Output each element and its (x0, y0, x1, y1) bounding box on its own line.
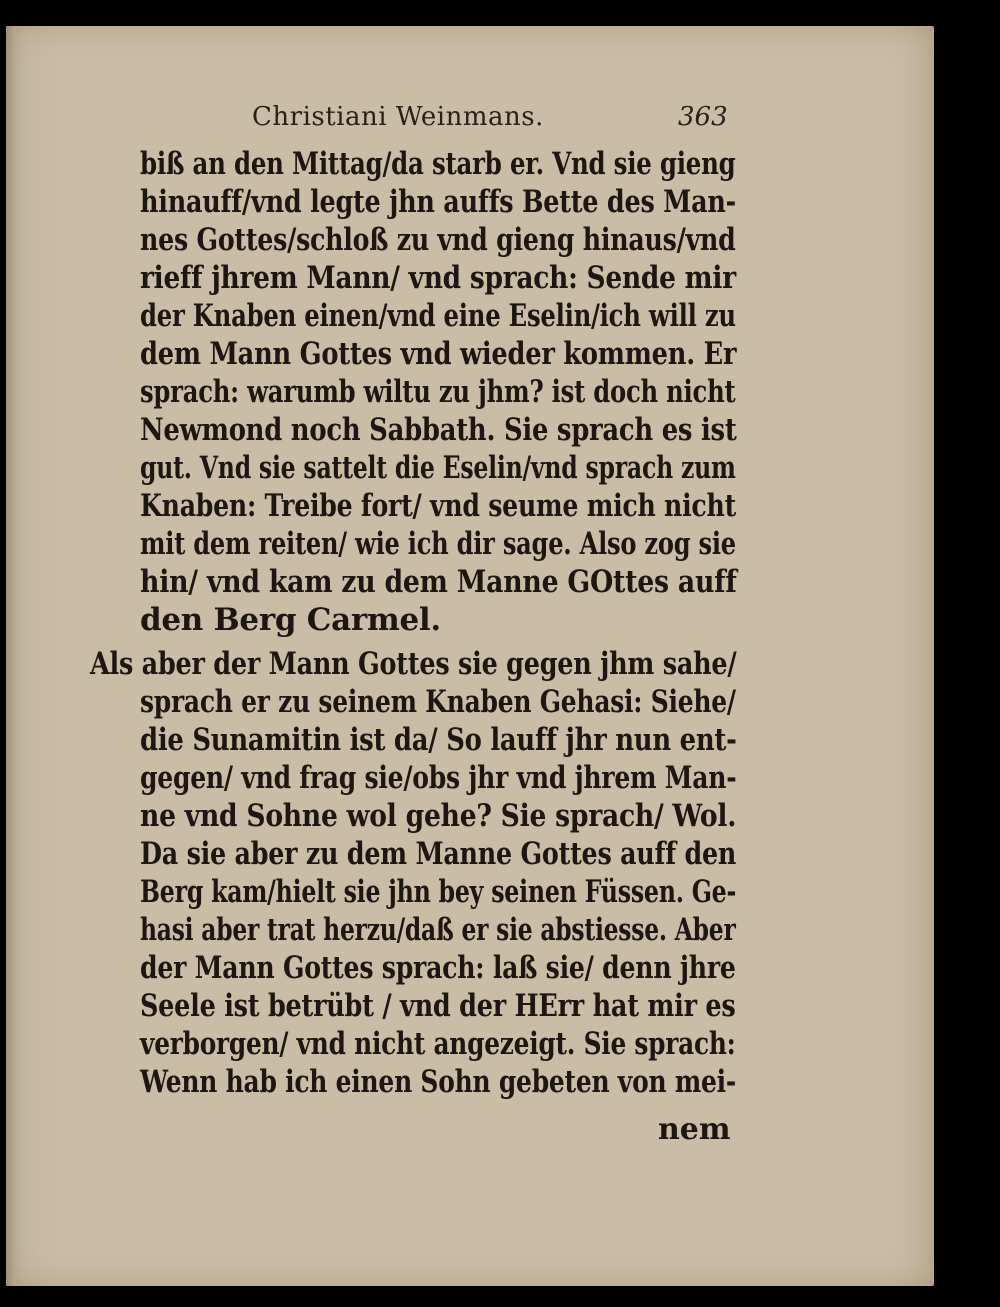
page-number: 363 (678, 102, 728, 132)
text-line: rieff jhrem Mann/ vnd sprach: Sende mir (140, 260, 736, 296)
text-line: Seele ist betrübt / vnd der HErr hat mir es (140, 988, 736, 1024)
paragraph-first-line: Als aber der Mann Gottes sie gegen jhm sahe/ (90, 646, 737, 682)
text-line: sprach er zu seinem Knaben Gehasi: Siehe/ (140, 684, 736, 720)
text-line: sprach: warumb wiltu zu jhm? ist doch nicht (140, 374, 736, 410)
text-line: der Mann Gottes sprach: laß sie/ denn jhre (140, 950, 736, 986)
book-page (6, 26, 934, 1286)
text-line: die Sunamitin ist da/ So lauff jhr nun ent- (140, 722, 737, 758)
text-line: nes Gottes/schloß zu vnd gieng hinaus/vnd (140, 222, 736, 258)
text-line: hin/ vnd kam zu dem Manne GOttes auff (140, 564, 737, 600)
text-line: Wenn hab ich einen Sohn gebeten von mei- (140, 1064, 736, 1100)
text-line: Newmond noch Sabbath. Sie sprach es ist (140, 412, 737, 448)
text-line: Berg kam/hielt sie jhn bey seinen Füssen. Ge- (140, 874, 737, 910)
text-line: dem Mann Gottes vnd wieder kommen. Er (140, 336, 737, 372)
text-line: verborgen/ vnd nicht angezeigt. Sie sprach: (140, 1026, 736, 1062)
catchword: nem (658, 1112, 731, 1147)
page-edge (6, 26, 16, 1286)
page-header (6, 102, 934, 142)
text-line: hasi aber trat herzu/daß er sie abstiesse. Aber (140, 912, 736, 948)
text-line: den Berg Carmel. (140, 602, 441, 638)
text-line: mit dem reiten/ wie ich dir sage. Also zog sie (140, 526, 736, 562)
running-head: Christiani Weinmans. (252, 102, 544, 132)
text-line: Knaben: Treibe fort/ vnd seume mich nicht (140, 488, 736, 524)
text-line: Da sie aber zu dem Manne Gottes auff den (140, 836, 737, 872)
text-line: biß an den Mittag/da starb er. Vnd sie gieng (140, 146, 736, 182)
text-line: hinauff/vnd legte jhn auffs Bette des Man- (140, 184, 737, 220)
text-line: gegen/ vnd frag sie/obs jhr vnd jhrem Man- (140, 760, 737, 796)
text-line: gut. Vnd sie sattelt die Eselin/vnd sprach zum (140, 450, 736, 486)
text-line: ne vnd Sohne wol gehe? Sie sprach/ Wol. (140, 798, 737, 834)
text-line: der Knaben einen/vnd eine Eselin/ich will zu (140, 298, 736, 334)
